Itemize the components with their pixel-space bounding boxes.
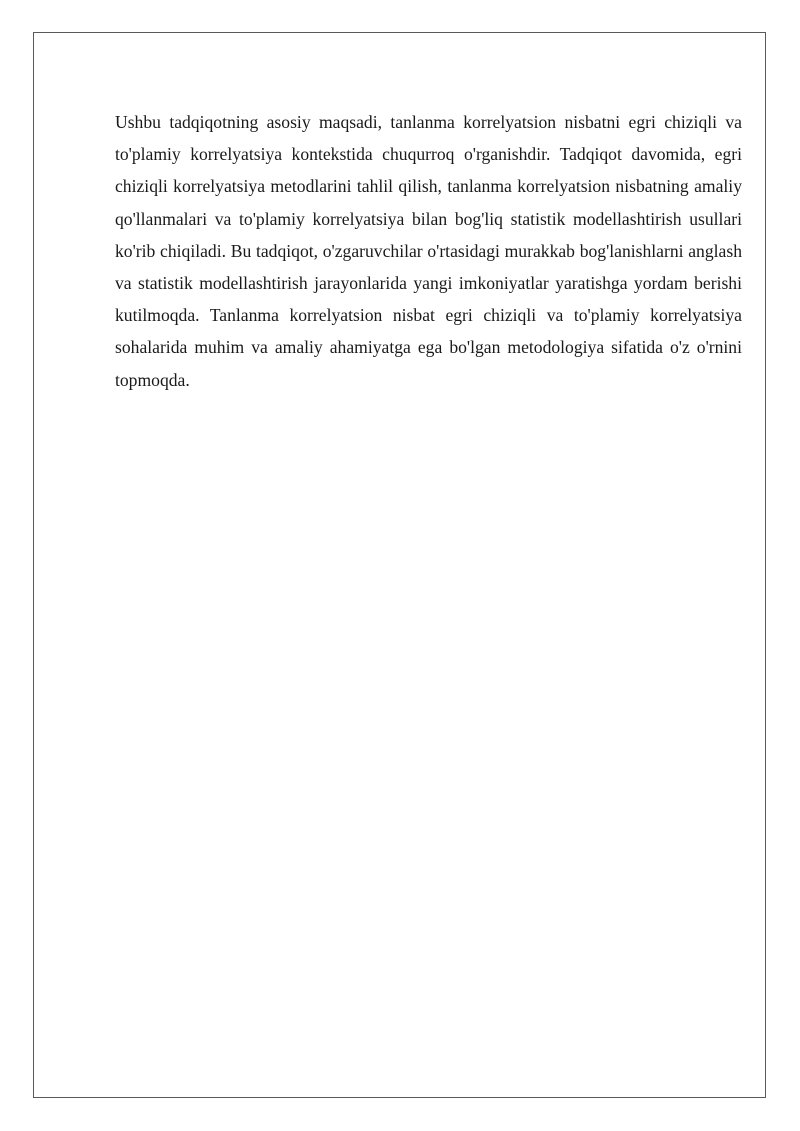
body-paragraph: Ushbu tadqiqotning asosiy maqsadi, tanlanma korrelyatsion nisbatni egri chiziqli va to'plamiy korrelyatsiya kontekstida chuqurroq o'rganishdir. Tadqiqot davomida, egri chiziqli korrelyatsiya metodlarini tahlil qilish, tanlanma korrelyatsion nisbatning amaliy qo'llanmalari va to'plamiy korrelyatsiya bilan bog'liq statistik modellashtirish usullari ko'rib chiqiladi. Bu tadqiqot, o'zgaruvchilar o'rtasidagi murakkab bog'lanishlarni anglash va statistik modellashtirish jarayonlarida yangi imkoniyatlar yaratishga yordam berishi kutilmoqda. Tanlanma korrelyatsion nisbat egri chiziqli va to'plamiy korrelyatsiya sohalarida muhim va amaliy ahamiyatga ega bo'lgan metodologiya sifatida o'z o'rnini topmoqda.: [115, 112, 742, 390]
